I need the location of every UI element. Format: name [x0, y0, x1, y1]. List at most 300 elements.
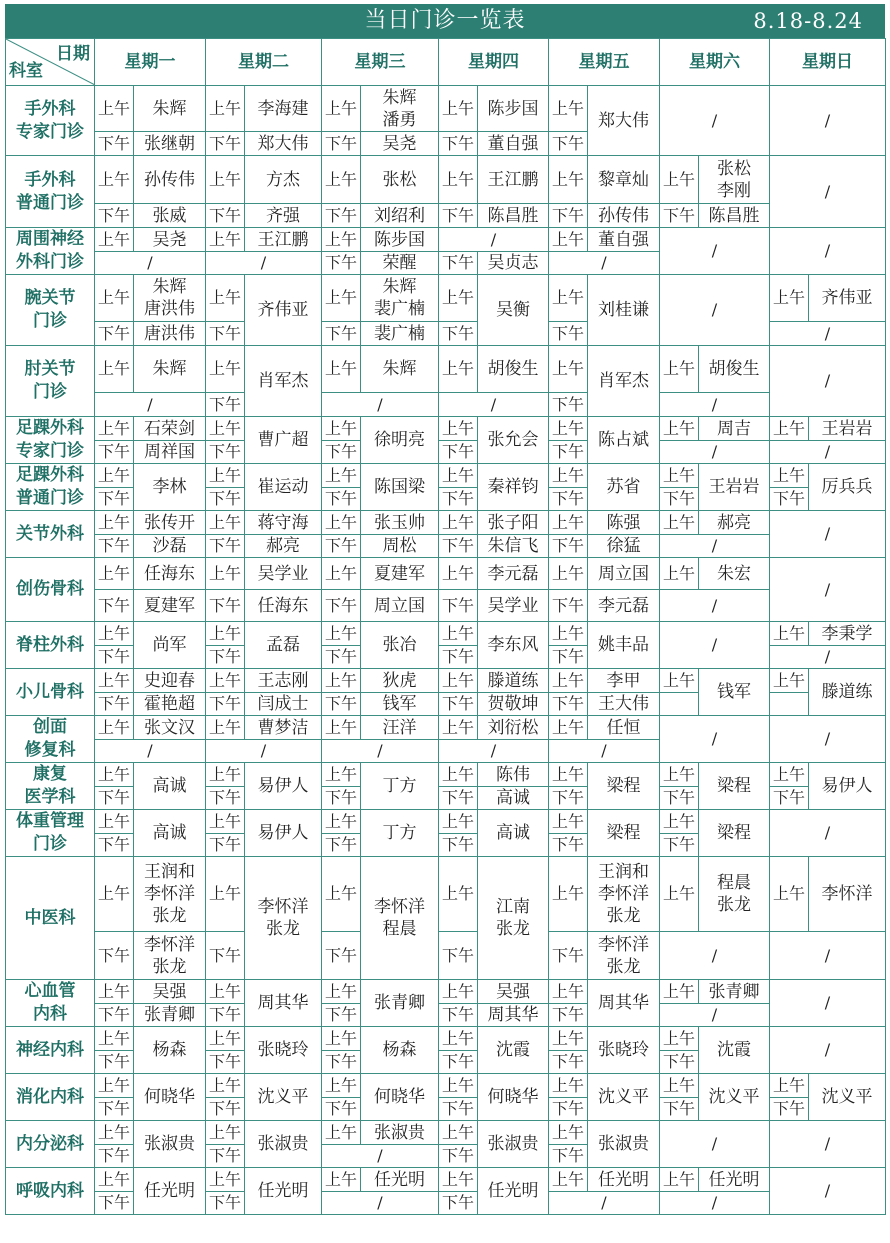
department-name: 腕关节 门诊 [6, 275, 95, 346]
pm-label: 下午 [95, 1051, 134, 1074]
am-label: 上午 [206, 716, 245, 740]
title-banner [5, 4, 885, 38]
am-label: 上午 [322, 346, 361, 393]
am-label: 上午 [322, 464, 361, 488]
doctor-name: 齐伟亚 [809, 275, 886, 322]
doctor-name: 李怀洋 程晨 [361, 857, 439, 980]
doctor-name: 李怀洋 张龙 [245, 857, 322, 980]
doctor-name: 荣醒 [361, 252, 439, 275]
am-label: 上午 [322, 669, 361, 693]
doctor-name: 张淑贵 [134, 1121, 206, 1168]
doctor-name: 吴学业 [245, 558, 322, 590]
am-row [6, 228, 886, 252]
pm-label: 下午 [206, 1051, 245, 1074]
am-label: 上午 [95, 156, 134, 204]
day-header: 星期六 [660, 39, 770, 86]
doctor-name: 周松 [361, 535, 439, 558]
am-label: 上午 [439, 86, 478, 132]
am-label: 上午 [439, 716, 478, 740]
am-label: 上午 [206, 1074, 245, 1098]
am-label: 上午 [439, 417, 478, 441]
am-label: 上午 [770, 417, 809, 441]
doctor-name: 程晨 张龙 [699, 857, 770, 932]
doctor-name: 任光明 [134, 1168, 206, 1215]
pm-label: 下午 [549, 322, 588, 346]
am-label: 上午 [660, 417, 699, 441]
doctor-name: 李怀洋 [809, 857, 886, 932]
no-clinic-mark: / [660, 441, 770, 464]
am-label: 上午 [95, 346, 134, 393]
doctor-name: 李秉学 [809, 622, 886, 646]
am-label: 上午 [206, 857, 245, 932]
am-label: 上午 [322, 275, 361, 322]
no-clinic-mark: / [770, 228, 886, 275]
no-clinic-mark: / [770, 1121, 886, 1168]
doctor-name: 张青卿 [134, 1004, 206, 1027]
am-label: 上午 [549, 417, 588, 441]
doctor-name: 方杰 [245, 156, 322, 204]
pm-label: 下午 [95, 693, 134, 716]
am-row [6, 622, 886, 646]
pm-label: 下午 [95, 834, 134, 857]
pm-label: 下午 [322, 590, 361, 622]
no-clinic-mark: / [770, 810, 886, 857]
empty-cell [770, 693, 809, 716]
department-name: 手外科 专家门诊 [6, 86, 95, 156]
pm-label: 下午 [322, 204, 361, 228]
doctor-name: 夏建军 [361, 558, 439, 590]
am-label: 上午 [660, 857, 699, 932]
am-label: 上午 [439, 669, 478, 693]
am-label: 上午 [549, 716, 588, 740]
am-label: 上午 [322, 511, 361, 535]
pm-label: 下午 [549, 204, 588, 228]
doctor-name: 唐洪伟 [134, 322, 206, 346]
doctor-name: 张青卿 [361, 980, 439, 1027]
pm-label: 下午 [322, 932, 361, 980]
day-header: 星期二 [206, 39, 322, 86]
doctor-name: 李元磊 [478, 558, 549, 590]
no-clinic-mark: / [770, 441, 886, 464]
am-label: 上午 [322, 980, 361, 1004]
am-label: 上午 [770, 275, 809, 322]
pm-label: 下午 [549, 834, 588, 857]
doctor-name: 王江鹏 [245, 228, 322, 252]
doctor-name: 郑大伟 [245, 132, 322, 156]
doctor-name: 刘衍松 [478, 716, 549, 740]
department-name: 创面 修复科 [6, 716, 95, 763]
am-label: 上午 [95, 1121, 134, 1145]
am-row [6, 763, 886, 787]
am-label: 上午 [770, 1074, 809, 1098]
doctor-name: 周祥国 [134, 441, 206, 464]
doctor-name: 何晓华 [134, 1074, 206, 1121]
doctor-name: 李甲 [588, 669, 660, 693]
schedule-body [6, 86, 886, 1215]
pm-label: 下午 [95, 1145, 134, 1168]
am-label: 上午 [770, 857, 809, 932]
am-label: 上午 [206, 275, 245, 322]
no-clinic-mark: / [439, 228, 549, 252]
doctor-name: 钱军 [361, 693, 439, 716]
pm-row [6, 393, 886, 417]
doctor-name: 朱辉 潘勇 [361, 86, 439, 132]
doctor-name: 徐明亮 [361, 417, 439, 464]
doctor-name: 肖军杰 [245, 346, 322, 417]
doctor-name: 孟磊 [245, 622, 322, 669]
pm-label: 下午 [322, 834, 361, 857]
pm-label: 下午 [206, 488, 245, 511]
department-name: 康复 医学科 [6, 763, 95, 810]
am-label: 上午 [95, 511, 134, 535]
pm-label: 下午 [549, 441, 588, 464]
am-label: 上午 [95, 1027, 134, 1051]
am-label: 上午 [549, 346, 588, 393]
am-label: 上午 [206, 980, 245, 1004]
doctor-name: 周其华 [588, 980, 660, 1027]
doctor-name: 霍艳超 [134, 693, 206, 716]
pm-label: 下午 [206, 204, 245, 228]
am-label: 上午 [206, 346, 245, 393]
doctor-name: 高诚 [134, 810, 206, 857]
pm-label: 下午 [95, 932, 134, 980]
am-label: 上午 [549, 763, 588, 787]
no-clinic-mark: / [660, 622, 770, 669]
doctor-name: 陈伟 [478, 763, 549, 787]
schedule-table [5, 38, 886, 1215]
department-name: 脊柱外科 [6, 622, 95, 669]
am-label: 上午 [549, 980, 588, 1004]
doctor-name: 任光明 [478, 1168, 549, 1215]
day-header: 星期五 [549, 39, 660, 86]
am-label: 上午 [322, 763, 361, 787]
pm-label: 下午 [206, 1004, 245, 1027]
pm-label: 下午 [322, 693, 361, 716]
pm-label: 下午 [439, 1051, 478, 1074]
doctor-name: 沈霞 [478, 1027, 549, 1074]
pm-label: 下午 [549, 590, 588, 622]
doctor-name: 尚军 [134, 622, 206, 669]
pm-label: 下午 [322, 787, 361, 810]
pm-label: 下午 [206, 1145, 245, 1168]
no-clinic-mark: / [770, 646, 886, 669]
doctor-name: 汪洋 [361, 716, 439, 740]
doctor-name: 李东风 [478, 622, 549, 669]
no-clinic-mark: / [660, 393, 770, 417]
no-clinic-mark: / [660, 535, 770, 558]
doctor-name: 吴学业 [478, 590, 549, 622]
doctor-name: 杨森 [361, 1027, 439, 1074]
am-label: 上午 [95, 857, 134, 932]
doctor-name: 梁程 [588, 810, 660, 857]
doctor-name: 董自强 [588, 228, 660, 252]
doctor-name: 刘绍利 [361, 204, 439, 228]
doctor-name: 曹梦洁 [245, 716, 322, 740]
pm-row [6, 1004, 886, 1027]
department-name: 足踝外科 专家门诊 [6, 417, 95, 464]
doctor-name: 李林 [134, 464, 206, 511]
doctor-name: 陈步国 [478, 86, 549, 132]
no-clinic-mark: / [770, 1027, 886, 1074]
am-label: 上午 [206, 763, 245, 787]
doctor-name: 丁方 [361, 810, 439, 857]
no-clinic-mark: / [322, 1145, 439, 1168]
doctor-name: 沈霞 [699, 1027, 770, 1074]
pm-label: 下午 [322, 441, 361, 464]
doctor-name: 沈义平 [588, 1074, 660, 1121]
pm-label: 下午 [549, 1145, 588, 1168]
no-clinic-mark: / [770, 980, 886, 1027]
doctor-name: 王江鹏 [478, 156, 549, 204]
department-name: 关节外科 [6, 511, 95, 558]
doctor-name: 周其华 [478, 1004, 549, 1027]
doctor-name: 王岩岩 [809, 417, 886, 441]
am-label: 上午 [206, 1121, 245, 1145]
am-label: 上午 [549, 558, 588, 590]
pm-label: 下午 [439, 132, 478, 156]
am-label: 上午 [322, 228, 361, 252]
pm-label: 下午 [95, 441, 134, 464]
no-clinic-mark: / [660, 275, 770, 346]
doctor-name: 张松 [361, 156, 439, 204]
am-label: 上午 [439, 1027, 478, 1051]
doctor-name: 崔运动 [245, 464, 322, 511]
doctor-name: 吴强 [478, 980, 549, 1004]
department-name: 肘关节 门诊 [6, 346, 95, 417]
am-label: 上午 [206, 511, 245, 535]
doctor-name: 夏建军 [134, 590, 206, 622]
doctor-name: 孙传伟 [588, 204, 660, 228]
pm-label: 下午 [660, 1098, 699, 1121]
am-label: 上午 [322, 716, 361, 740]
doctor-name: 胡俊生 [478, 346, 549, 393]
doctor-name: 张传开 [134, 511, 206, 535]
am-label: 上午 [549, 1027, 588, 1051]
doctor-name: 任海东 [134, 558, 206, 590]
am-label: 上午 [660, 669, 699, 693]
doctor-name: 石荣剑 [134, 417, 206, 441]
no-clinic-mark: / [660, 228, 770, 275]
pm-label: 下午 [206, 393, 245, 417]
doctor-name: 朱辉 [361, 346, 439, 393]
pm-label: 下午 [206, 787, 245, 810]
no-clinic-mark: / [770, 716, 886, 763]
pm-label: 下午 [206, 834, 245, 857]
am-label: 上午 [439, 156, 478, 204]
no-clinic-mark: / [770, 86, 886, 156]
am-label: 上午 [549, 464, 588, 488]
am-label: 上午 [322, 1074, 361, 1098]
pm-label: 下午 [206, 1098, 245, 1121]
am-label: 上午 [206, 810, 245, 834]
am-row [6, 156, 886, 204]
department-name: 消化内科 [6, 1074, 95, 1121]
am-label: 上午 [439, 810, 478, 834]
doctor-name: 吴尧 [134, 228, 206, 252]
am-row [6, 857, 886, 932]
pm-label: 下午 [439, 252, 478, 275]
am-label: 上午 [660, 156, 699, 204]
doctor-name: 肖军杰 [588, 346, 660, 417]
doctor-name: 张晓玲 [245, 1027, 322, 1074]
doctor-name: 吴贞志 [478, 252, 549, 275]
doctor-name: 高诚 [478, 810, 549, 857]
pm-label: 下午 [439, 441, 478, 464]
no-clinic-mark: / [770, 511, 886, 558]
doctor-name: 张淑贵 [361, 1121, 439, 1145]
doctor-name: 易伊人 [245, 810, 322, 857]
day-header: 星期一 [95, 39, 206, 86]
pm-label: 下午 [439, 646, 478, 669]
no-clinic-mark: / [660, 1121, 770, 1168]
no-clinic-mark: / [322, 1192, 439, 1215]
doctor-name: 李怀洋 张龙 [588, 932, 660, 980]
doctor-name: 胡俊生 [699, 346, 770, 393]
doctor-name: 张允会 [478, 417, 549, 464]
am-label: 上午 [439, 622, 478, 646]
am-label: 上午 [770, 763, 809, 787]
department-name: 神经内科 [6, 1027, 95, 1074]
pm-label: 下午 [439, 204, 478, 228]
pm-label: 下午 [206, 932, 245, 980]
doctor-name: 沙磊 [134, 535, 206, 558]
doctor-name: 张文汉 [134, 716, 206, 740]
pm-label: 下午 [549, 132, 588, 156]
doctor-name: 张玉帅 [361, 511, 439, 535]
am-label: 上午 [322, 622, 361, 646]
am-label: 上午 [95, 275, 134, 322]
am-label: 上午 [95, 810, 134, 834]
doctor-name: 滕道练 [809, 669, 886, 716]
no-clinic-mark: / [660, 716, 770, 763]
pm-label: 下午 [206, 590, 245, 622]
am-row [6, 1168, 886, 1192]
empty-cell [660, 693, 699, 716]
am-label: 上午 [549, 1074, 588, 1098]
doctor-name: 任海东 [245, 590, 322, 622]
doctor-name: 吴尧 [361, 132, 439, 156]
am-label: 上午 [660, 1027, 699, 1051]
am-row [6, 558, 886, 590]
am-row [6, 669, 886, 693]
doctor-name: 李元磊 [588, 590, 660, 622]
corner-date-label: 日期 [56, 44, 90, 64]
department-name: 心血管 内科 [6, 980, 95, 1027]
am-label: 上午 [95, 980, 134, 1004]
doctor-name: 孙传伟 [134, 156, 206, 204]
am-label: 上午 [439, 558, 478, 590]
doctor-name: 董自强 [478, 132, 549, 156]
doctor-name: 齐伟亚 [245, 275, 322, 346]
doctor-name: 钱军 [699, 669, 770, 716]
doctor-name: 狄虎 [361, 669, 439, 693]
no-clinic-mark: / [770, 558, 886, 622]
doctor-name: 易伊人 [245, 763, 322, 810]
am-row [6, 1121, 886, 1145]
am-label: 上午 [549, 622, 588, 646]
doctor-name: 高诚 [134, 763, 206, 810]
am-row [6, 1074, 886, 1098]
department-name: 中医科 [6, 857, 95, 980]
am-label: 上午 [439, 275, 478, 322]
am-label: 上午 [439, 763, 478, 787]
am-label: 上午 [322, 1121, 361, 1145]
am-label: 上午 [549, 275, 588, 322]
am-label: 上午 [322, 86, 361, 132]
am-label: 上午 [549, 810, 588, 834]
no-clinic-mark: / [95, 740, 206, 763]
pm-label: 下午 [549, 535, 588, 558]
am-label: 上午 [660, 763, 699, 787]
doctor-name: 朱辉 [134, 86, 206, 132]
am-label: 上午 [439, 857, 478, 932]
am-label: 上午 [770, 464, 809, 488]
doctor-name: 朱辉 唐洪伟 [134, 275, 206, 322]
am-label: 上午 [206, 228, 245, 252]
pm-label: 下午 [439, 488, 478, 511]
doctor-name: 齐强 [245, 204, 322, 228]
am-label: 上午 [206, 417, 245, 441]
am-label: 上午 [322, 810, 361, 834]
pm-label: 下午 [439, 590, 478, 622]
doctor-name: 李海建 [245, 86, 322, 132]
pm-label: 下午 [770, 787, 809, 810]
doctor-name: 郝亮 [245, 535, 322, 558]
department-name: 体重管理 门诊 [6, 810, 95, 857]
am-label: 上午 [322, 417, 361, 441]
am-row [6, 417, 886, 441]
doctor-name: 苏省 [588, 464, 660, 511]
pm-label: 下午 [95, 204, 134, 228]
day-header: 星期日 [770, 39, 886, 86]
doctor-name: 何晓华 [478, 1074, 549, 1121]
am-label: 上午 [95, 228, 134, 252]
doctor-name: 陈昌胜 [699, 204, 770, 228]
pm-label: 下午 [95, 646, 134, 669]
doctor-name: 沈义平 [245, 1074, 322, 1121]
am-label: 上午 [770, 669, 809, 693]
doctor-name: 朱信飞 [478, 535, 549, 558]
am-label: 上午 [660, 346, 699, 393]
doctor-name: 张晓玲 [588, 1027, 660, 1074]
doctor-name: 张松 李刚 [699, 156, 770, 204]
no-clinic-mark: / [770, 932, 886, 980]
doctor-name: 王大伟 [588, 693, 660, 716]
am-label: 上午 [549, 86, 588, 132]
department-name: 呼吸内科 [6, 1168, 95, 1215]
doctor-name: 秦祥钧 [478, 464, 549, 511]
am-label: 上午 [549, 228, 588, 252]
department-name: 手外科 普通门诊 [6, 156, 95, 228]
am-label: 上午 [95, 763, 134, 787]
am-label: 上午 [660, 810, 699, 834]
pm-row [6, 441, 886, 464]
doctor-name: 姚丰品 [588, 622, 660, 669]
doctor-name: 王润和 李怀洋 张龙 [134, 857, 206, 932]
pm-label: 下午 [770, 488, 809, 511]
am-label: 上午 [206, 1027, 245, 1051]
day-header: 星期三 [322, 39, 439, 86]
doctor-name: 黎章灿 [588, 156, 660, 204]
doctor-name: 任光明 [699, 1168, 770, 1192]
am-label: 上午 [660, 558, 699, 590]
doctor-name: 郑大伟 [588, 86, 660, 156]
doctor-name: 任光明 [245, 1168, 322, 1215]
no-clinic-mark: / [770, 346, 886, 417]
department-name: 周围神经 外科门诊 [6, 228, 95, 275]
am-label: 上午 [439, 1121, 478, 1145]
pm-label: 下午 [549, 787, 588, 810]
